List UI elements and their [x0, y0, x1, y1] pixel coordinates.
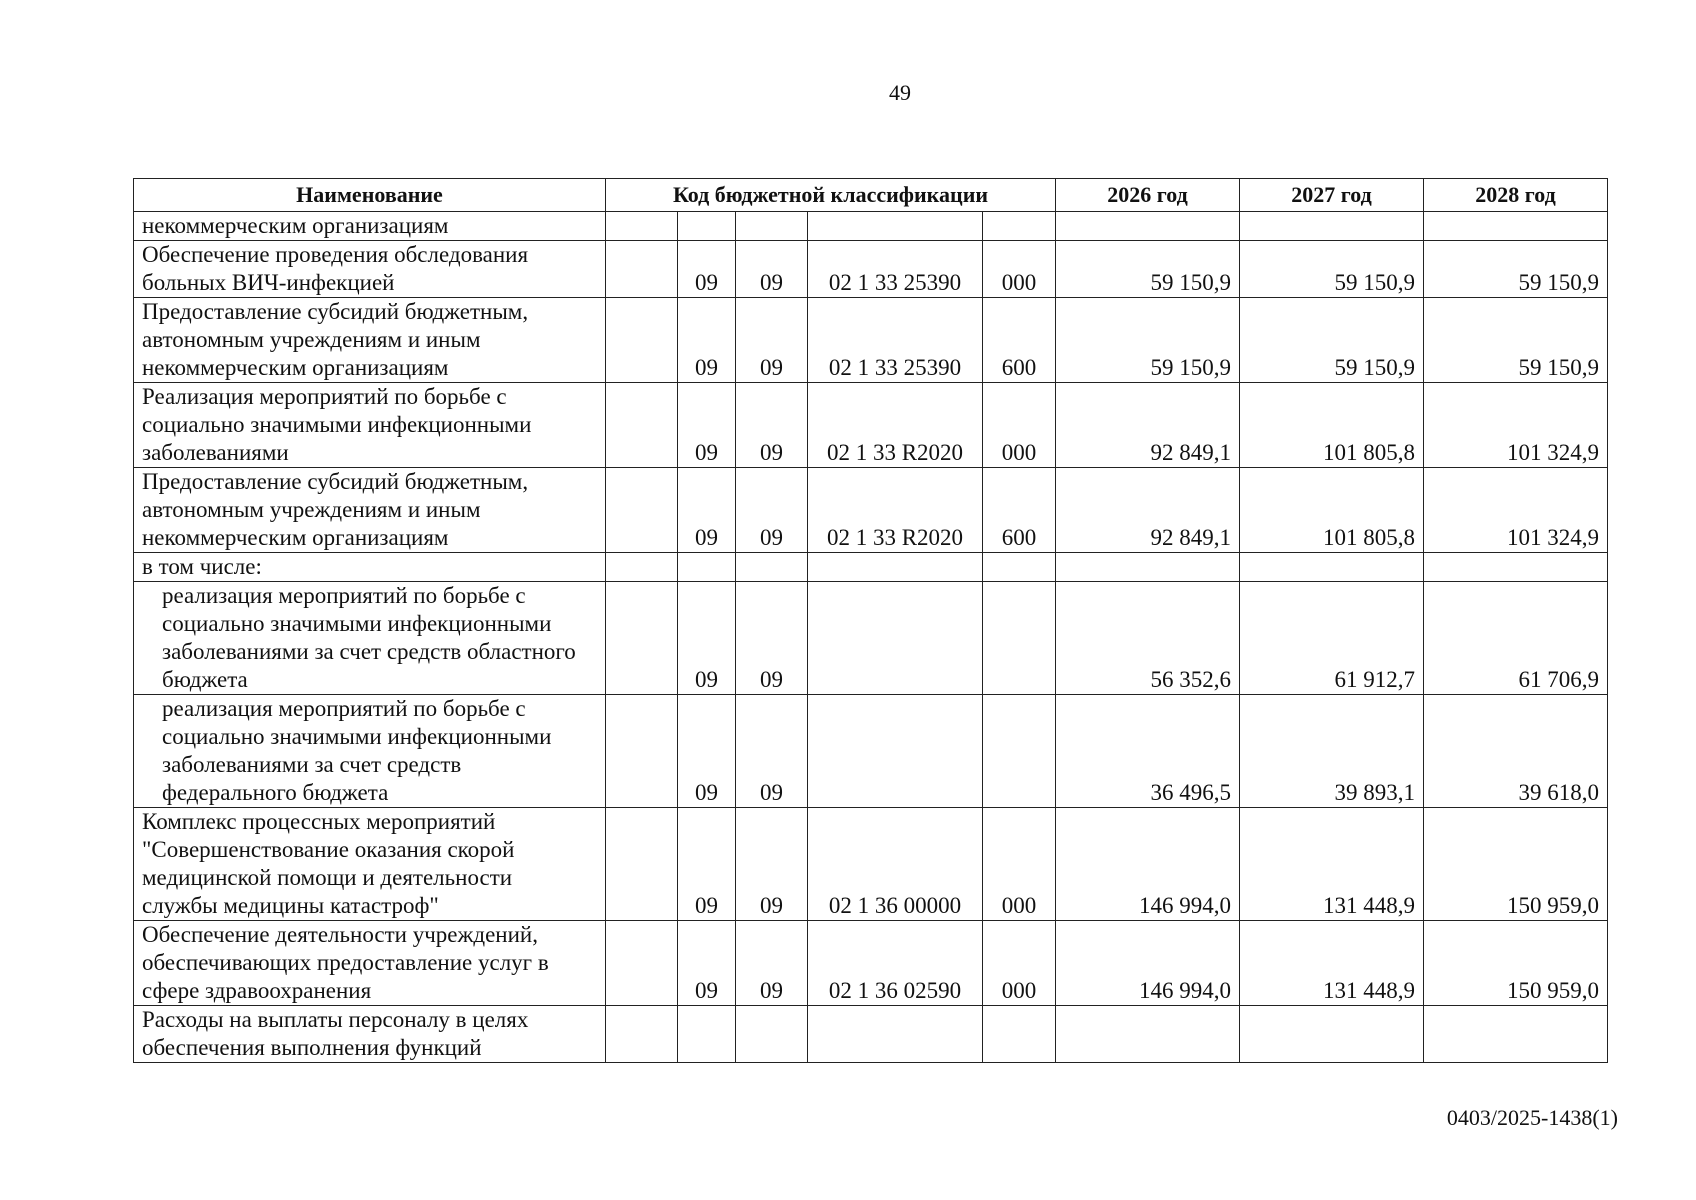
value-2027-cell: 61 912,7 — [1240, 582, 1424, 695]
code-subsection-cell: 09 — [678, 383, 736, 468]
value-2027-cell — [1240, 212, 1424, 241]
budget-table — [133, 178, 1608, 1063]
table-row — [134, 695, 1608, 808]
row-name: Предоставление субсидий бюджетным, автономным учреждениям и иным некоммерческим организациям — [134, 298, 606, 383]
code-section-cell — [606, 695, 678, 808]
code-section-cell — [606, 582, 678, 695]
value-2027-cell — [1240, 553, 1424, 582]
row-name: Расходы на выплаты персоналу в целях обеспечения выполнения функций — [134, 1006, 606, 1063]
value-2028-cell: 39 618,0 — [1424, 695, 1608, 808]
code-part-cell — [736, 212, 808, 241]
code-expense-type-cell: 000 — [983, 241, 1056, 298]
code-section-cell — [606, 468, 678, 553]
value-2028-cell — [1424, 212, 1608, 241]
value-2026-cell — [1056, 212, 1240, 241]
value-2027-cell: 59 150,9 — [1240, 298, 1424, 383]
value-2026-cell: 36 496,5 — [1056, 695, 1240, 808]
value-2026-cell — [1056, 553, 1240, 582]
code-part-cell: 09 — [736, 383, 808, 468]
row-name: реализация мероприятий по борьбе с социально значимыми инфекционными заболеваниями за счет средств областного бюджета — [134, 582, 606, 695]
code-target-cell: 02 1 33 25390 — [808, 298, 983, 383]
value-2026-cell: 92 849,1 — [1056, 468, 1240, 553]
code-subsection-cell — [678, 212, 736, 241]
value-2027-cell — [1240, 1006, 1424, 1063]
value-2027-cell: 39 893,1 — [1240, 695, 1424, 808]
row-name: в том числе: — [134, 553, 606, 582]
value-2028-cell: 150 959,0 — [1424, 808, 1608, 921]
code-expense-type-cell: 000 — [983, 808, 1056, 921]
table-row — [134, 212, 1608, 241]
row-name: Обеспечение проведения обследования больных ВИЧ-инфекцией — [134, 241, 606, 298]
code-subsection-cell: 09 — [678, 468, 736, 553]
value-2027-cell: 59 150,9 — [1240, 241, 1424, 298]
row-name: некоммерческим организациям — [134, 212, 606, 241]
header-2027: 2027 год — [1240, 179, 1424, 212]
value-2028-cell: 59 150,9 — [1424, 298, 1608, 383]
code-expense-type-cell: 600 — [983, 468, 1056, 553]
row-name: реализация мероприятий по борьбе с социально значимыми инфекционными заболеваниями за счет средств федерального бюджета — [134, 695, 606, 808]
row-name: Обеспечение деятельности учреждений, обеспечивающих предоставление услуг в сфере здравоохранения — [134, 921, 606, 1006]
code-target-cell: 02 1 36 02590 — [808, 921, 983, 1006]
code-expense-type-cell: 600 — [983, 298, 1056, 383]
code-section-cell — [606, 241, 678, 298]
row-name: Предоставление субсидий бюджетным, автономным учреждениям и иным некоммерческим организациям — [134, 468, 606, 553]
document-id: 0403/2025-1438(1) — [1446, 1105, 1618, 1130]
table-row — [134, 383, 1608, 468]
table-row — [134, 582, 1608, 695]
value-2026-cell: 92 849,1 — [1056, 383, 1240, 468]
header-2026: 2026 год — [1056, 179, 1240, 212]
code-target-cell: 02 1 33 R2020 — [808, 468, 983, 553]
table-header-row — [134, 179, 1608, 212]
code-target-cell — [808, 582, 983, 695]
value-2028-cell — [1424, 1006, 1608, 1063]
code-part-cell: 09 — [736, 921, 808, 1006]
header-2028: 2028 год — [1424, 179, 1608, 212]
table-row — [134, 241, 1608, 298]
code-target-cell: 02 1 33 25390 — [808, 241, 983, 298]
value-2026-cell: 56 352,6 — [1056, 582, 1240, 695]
value-2027-cell: 131 448,9 — [1240, 808, 1424, 921]
code-part-cell: 09 — [736, 582, 808, 695]
value-2028-cell: 101 324,9 — [1424, 468, 1608, 553]
value-2027-cell: 101 805,8 — [1240, 383, 1424, 468]
value-2026-cell: 59 150,9 — [1056, 298, 1240, 383]
code-expense-type-cell — [983, 1006, 1056, 1063]
code-target-cell — [808, 553, 983, 582]
code-target-cell: 02 1 36 00000 — [808, 808, 983, 921]
header-name: Наименование — [134, 179, 606, 212]
value-2026-cell: 59 150,9 — [1056, 241, 1240, 298]
code-section-cell — [606, 921, 678, 1006]
code-section-cell — [606, 1006, 678, 1063]
code-subsection-cell: 09 — [678, 695, 736, 808]
code-part-cell — [736, 1006, 808, 1063]
table-row — [134, 808, 1608, 921]
code-section-cell — [606, 553, 678, 582]
code-target-cell — [808, 695, 983, 808]
row-name: Комплекс процессных мероприятий "Совершенствование оказания скорой медицинской помощи и деятельности службы медицины катастроф" — [134, 808, 606, 921]
code-target-cell — [808, 1006, 983, 1063]
code-part-cell — [736, 553, 808, 582]
table-row — [134, 921, 1608, 1006]
code-target-cell: 02 1 33 R2020 — [808, 383, 983, 468]
code-section-cell — [606, 383, 678, 468]
table-row — [134, 468, 1608, 553]
value-2026-cell — [1056, 1006, 1240, 1063]
value-2026-cell: 146 994,0 — [1056, 808, 1240, 921]
code-subsection-cell — [678, 1006, 736, 1063]
row-name: Реализация мероприятий по борьбе с социально значимыми инфекционными заболеваниями — [134, 383, 606, 468]
value-2028-cell: 59 150,9 — [1424, 241, 1608, 298]
header-code: Код бюджетной классификации — [606, 179, 1056, 212]
value-2028-cell — [1424, 553, 1608, 582]
value-2027-cell: 131 448,9 — [1240, 921, 1424, 1006]
table-row — [134, 298, 1608, 383]
code-expense-type-cell — [983, 582, 1056, 695]
code-subsection-cell — [678, 553, 736, 582]
code-part-cell: 09 — [736, 695, 808, 808]
code-expense-type-cell — [983, 553, 1056, 582]
page-number: 49 — [889, 80, 911, 105]
code-expense-type-cell: 000 — [983, 383, 1056, 468]
code-subsection-cell: 09 — [678, 808, 736, 921]
code-section-cell — [606, 212, 678, 241]
value-2028-cell: 101 324,9 — [1424, 383, 1608, 468]
value-2028-cell: 61 706,9 — [1424, 582, 1608, 695]
value-2026-cell: 146 994,0 — [1056, 921, 1240, 1006]
code-subsection-cell: 09 — [678, 241, 736, 298]
code-part-cell: 09 — [736, 468, 808, 553]
code-subsection-cell: 09 — [678, 921, 736, 1006]
code-section-cell — [606, 298, 678, 383]
code-subsection-cell: 09 — [678, 582, 736, 695]
value-2027-cell: 101 805,8 — [1240, 468, 1424, 553]
code-section-cell — [606, 808, 678, 921]
value-2028-cell: 150 959,0 — [1424, 921, 1608, 1006]
table-row — [134, 1006, 1608, 1063]
code-part-cell: 09 — [736, 298, 808, 383]
code-part-cell: 09 — [736, 808, 808, 921]
code-part-cell: 09 — [736, 241, 808, 298]
code-subsection-cell: 09 — [678, 298, 736, 383]
table-row — [134, 553, 1608, 582]
code-expense-type-cell — [983, 212, 1056, 241]
code-expense-type-cell: 000 — [983, 921, 1056, 1006]
code-expense-type-cell — [983, 695, 1056, 808]
code-target-cell — [808, 212, 983, 241]
